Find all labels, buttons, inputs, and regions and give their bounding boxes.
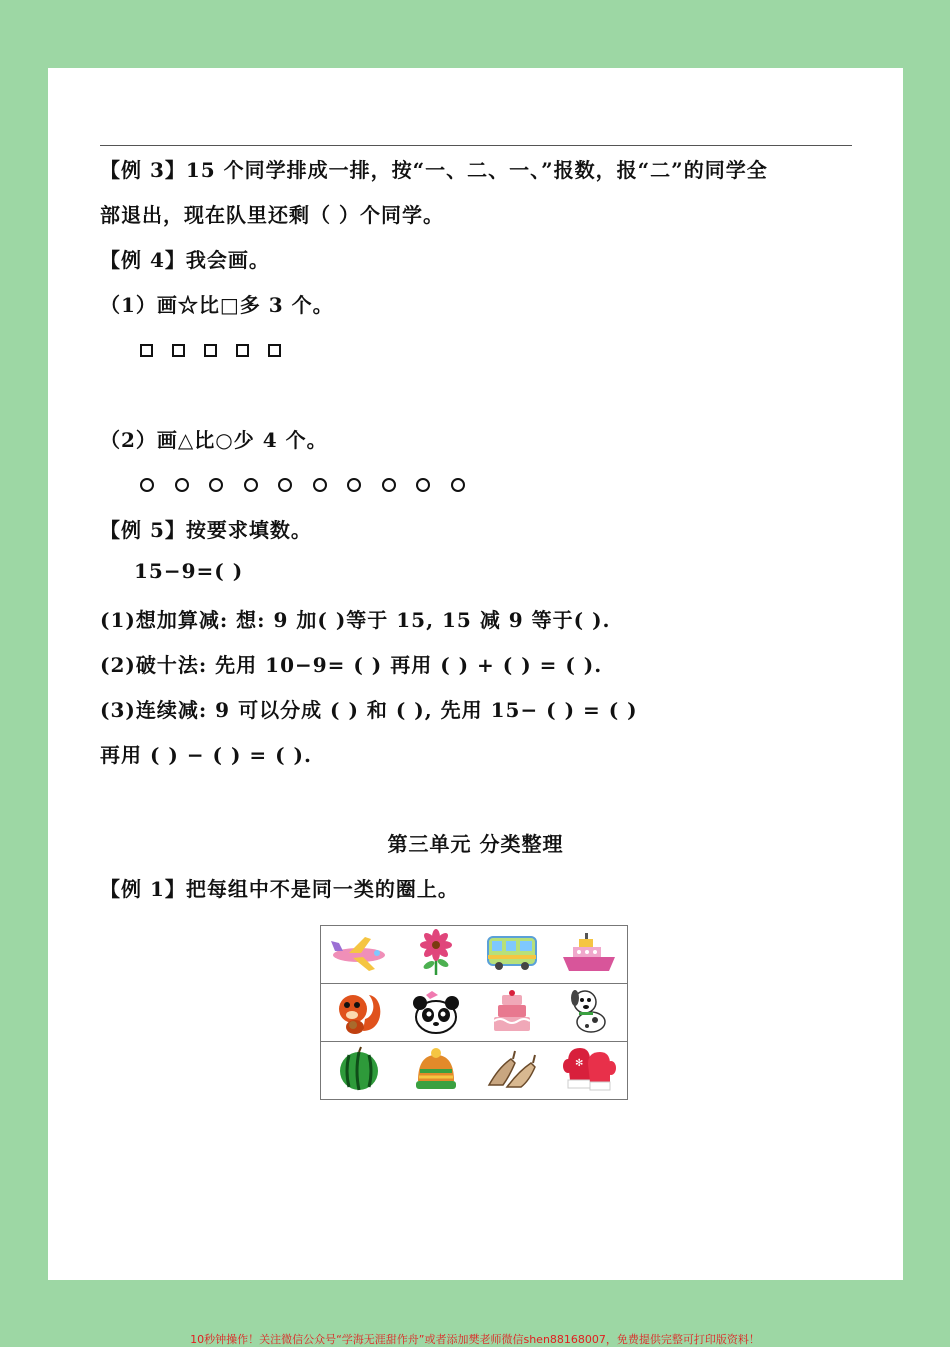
circle-shape (278, 478, 292, 492)
square-shape (236, 344, 249, 357)
airplane-icon[interactable] (321, 926, 398, 984)
circle-shape (451, 478, 465, 492)
watermelon-icon[interactable] (321, 1042, 398, 1100)
unit-3-heading: 第三单元 分类整理 (387, 832, 564, 856)
classification-grid (320, 925, 628, 1100)
footer-notice: 10秒钟操作！关注微信公众号“学海无涯甜作舟”或者添加樊老师微信shen88168007，免费提供完整可打印版资料！ (190, 1333, 760, 1346)
squirrel-icon[interactable] (321, 984, 398, 1042)
example-5-title: 【例 5】按要求填数。 (100, 518, 312, 542)
circle-shape (175, 478, 189, 492)
cake-icon[interactable] (474, 984, 550, 1042)
example-3-line-1: 【例 3】15 个同学排成一排，按“一、二、一、”报数，报“二”的同学全 (100, 158, 768, 182)
square-shape (172, 344, 185, 357)
square-row (140, 338, 300, 362)
example-4-question-2: （2）画△比○少 4 个。 (100, 428, 328, 452)
method-1: (1)想加算减: 想: 9 加( )等于 15, 15 减 9 等于( ). (100, 608, 611, 632)
circle-row (140, 473, 485, 497)
unit-3-example-1: 【例 1】把每组中不是同一类的圈上。 (100, 877, 459, 901)
method-3-continued: 再用 ( ) − ( ) = ( ). (100, 743, 312, 767)
dog-icon[interactable] (550, 984, 627, 1042)
svg-text:✻: ✻ (574, 1057, 584, 1069)
flower-icon[interactable] (398, 926, 474, 984)
example-5-equation: 15−9=( ) (134, 559, 244, 583)
method-3: (3)连续减: 9 可以分成 ( ) 和 ( ), 先用 15− ( ) = ( ) (100, 698, 638, 722)
square-shape (268, 344, 281, 357)
example-3-line-2: 部退出，现在队里还剩（ ）个同学。 (100, 203, 444, 227)
circle-shape (313, 478, 327, 492)
circle-shape (416, 478, 430, 492)
example-4-question-1: （1）画☆比□多 3 个。 (100, 293, 334, 317)
example-4-title: 【例 4】我会画。 (100, 248, 270, 272)
mittens-icon[interactable] (550, 1042, 627, 1100)
square-shape (204, 344, 217, 357)
circle-shape (382, 478, 396, 492)
square-shape (140, 344, 153, 357)
hat-icon[interactable] (398, 1042, 474, 1100)
panda-icon[interactable] (398, 984, 474, 1042)
circle-shape (244, 478, 258, 492)
circle-shape (209, 478, 223, 492)
circle-shape (140, 478, 154, 492)
header-rule (100, 145, 852, 146)
circle-shape (347, 478, 361, 492)
ship-icon[interactable] (550, 926, 627, 984)
worksheet-page (48, 68, 903, 1280)
bus-icon[interactable] (474, 926, 550, 984)
method-2: (2)破十法: 先用 10−9= ( ) 再用 ( ) + ( ) = ( ). (100, 653, 603, 677)
shoes-icon[interactable] (474, 1042, 550, 1100)
